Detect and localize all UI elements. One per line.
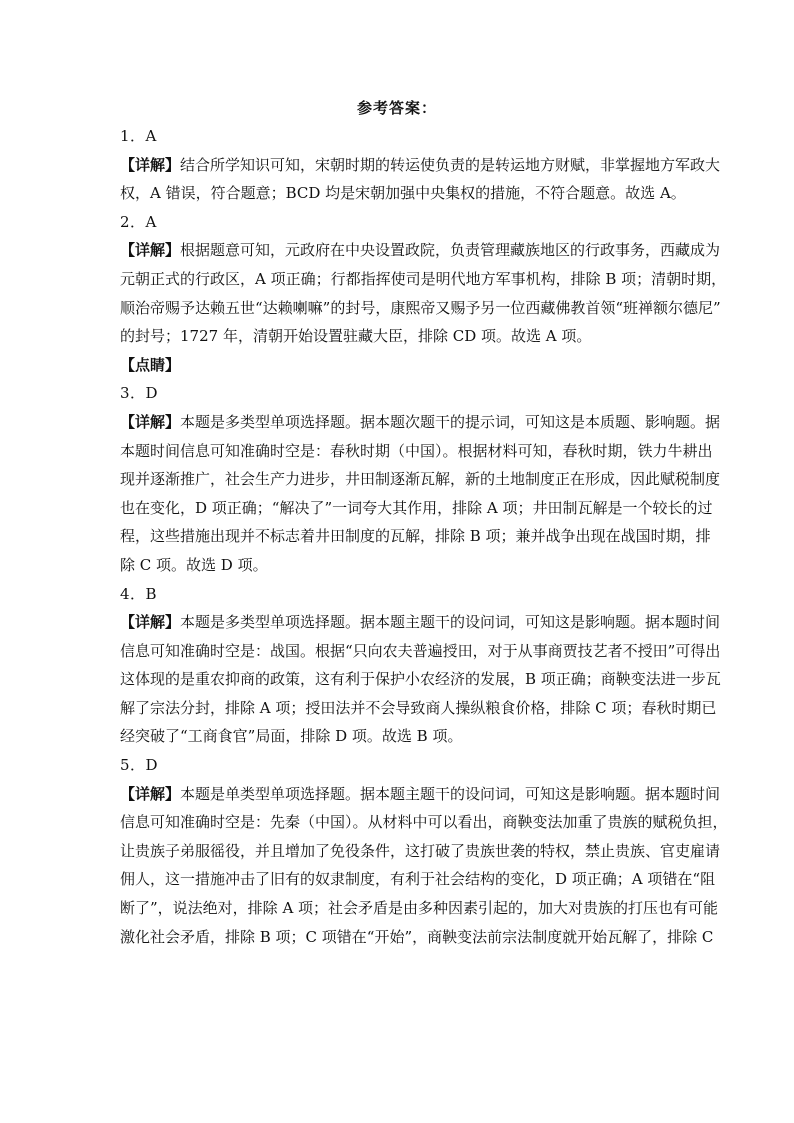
detail-tag: 【详解】 xyxy=(120,412,181,431)
text-line: 顺治帝赐予达赖五世“达赖喇嘛”的封号，康熙帝又赐予另一位西藏佛教首领“班禅额尔德尼” xyxy=(120,298,721,317)
text-line: 信息可知准确时空是：先秦（中国）。从材料中可以看出，商鞅变法加重了贵族的赋税负担， xyxy=(120,813,728,832)
text-line: 本题时间信息可知准确时空是：春秋时期（中国）。根据材料可知，春秋时期，铁力牛耕出 xyxy=(120,441,713,460)
answer-content xyxy=(120,122,728,951)
page-title: 参考答案： xyxy=(356,99,437,117)
question-number: 5．D xyxy=(120,756,159,775)
text-line: 激化社会矛盾，排除 B 项；C 项错在“开始”，商鞅变法前宗法制度就开始瓦解了，排除 C xyxy=(120,927,714,946)
text-line: 程，这些措施出现并不标志着井田制度的瓦解，排除 B 项；兼并战争出现在战国时期，排 xyxy=(120,527,711,546)
text-line: 经突破了“工商食官”局面，排除 D 项。故选 B 项。 xyxy=(120,727,463,746)
detail-tag: 【详解】 xyxy=(120,784,181,803)
text-line: 的封号；1727 年，清朝开始设置驻藏大臣，排除 CD 项。故选 A 项。 xyxy=(120,327,592,346)
detail-line xyxy=(120,780,721,809)
text-line: 这体现的是重农抑商的政策，这有利于保护小农经济的发展，B 项正确；商鞅变法进一步瓦 xyxy=(120,670,721,689)
detail-text: 本题是多类型单项选择题。据本题主题干的设问词，可知这是影响题。据本题时间 xyxy=(180,613,721,632)
detail-line xyxy=(120,236,721,265)
text-line: 现并逐渐推广，社会生产力进步，井田制逐渐瓦解，新的土地制度正在形成，因此赋税制度 xyxy=(120,470,721,489)
remark-tag: 【点睛】 xyxy=(120,355,181,374)
text-line: 除 C 项。故选 D 项。 xyxy=(120,555,268,574)
detail-line xyxy=(120,151,721,180)
question-number: 4．B xyxy=(120,584,158,603)
question-number: 1．A xyxy=(120,127,157,145)
text-line: 断了”，说法绝对，排除 A 项；社会矛盾是由多种因素引起的，加大对贵族的打压也有可能 xyxy=(120,899,719,918)
detail-tag: 【详解】 xyxy=(120,613,181,632)
text-line: 元朝正式的行政区，A 项正确；行都指挥使司是明代地方军事机构，排除 B 项；清朝时期， xyxy=(120,269,727,288)
detail-text: 根据题意可知，元政府在中央设置政院，负责管理藏族地区的行政事务，西藏成为 xyxy=(180,241,721,260)
detail-line xyxy=(120,408,721,437)
question-number: 2．A xyxy=(120,212,157,231)
detail-text: 本题是多类型单项选择题。据本题次题干的提示词，可知这是本质题、影响题。据 xyxy=(180,412,721,431)
detail-text: 本题是单类型单项选择题。据本题主题干的设问词，可知这是影响题。据本题时间 xyxy=(180,784,721,803)
text-line: 解了宗法分封，排除 A 项；授田法并不会导致商人操纵粮食价格，排除 C 项；春秋时期已 xyxy=(120,698,717,717)
text-line: 也在变化，D 项正确；“解决了”一词夸大其作用，排除 A 项；井田制瓦解是一个较长的过 xyxy=(120,498,713,517)
detail-line xyxy=(120,608,721,637)
remark-heading xyxy=(120,351,678,380)
text-line: 让贵族子弟服徭役，并且增加了免役条件，这打破了贵族世袭的特权，禁止贵族、官吏雇请 xyxy=(120,841,721,860)
detail-tag: 【详解】 xyxy=(120,155,181,174)
question-number: 3．D xyxy=(120,384,159,403)
text-line: 佣人，这一措施冲击了旧有的奴隶制度，有利于社会结构的变化，D 项正确；A 项错在“阻 xyxy=(120,870,716,889)
text-line: 信息可知准确时空是：战国。根据“只向农夫普遍授田，对于从事商贾技艺者不授田”可得出 xyxy=(120,641,721,660)
detail-text: 结合所学知识可知，宋朝时期的转运使负责的是转运地方财赋，非掌握地方军政大 xyxy=(180,155,721,174)
detail-tag: 【详解】 xyxy=(120,241,181,260)
text-line: 权，A 错误，符合题意；BCD 均是宋朝加强中央集权的措施，不符合题意。故选 A。 xyxy=(120,184,686,203)
